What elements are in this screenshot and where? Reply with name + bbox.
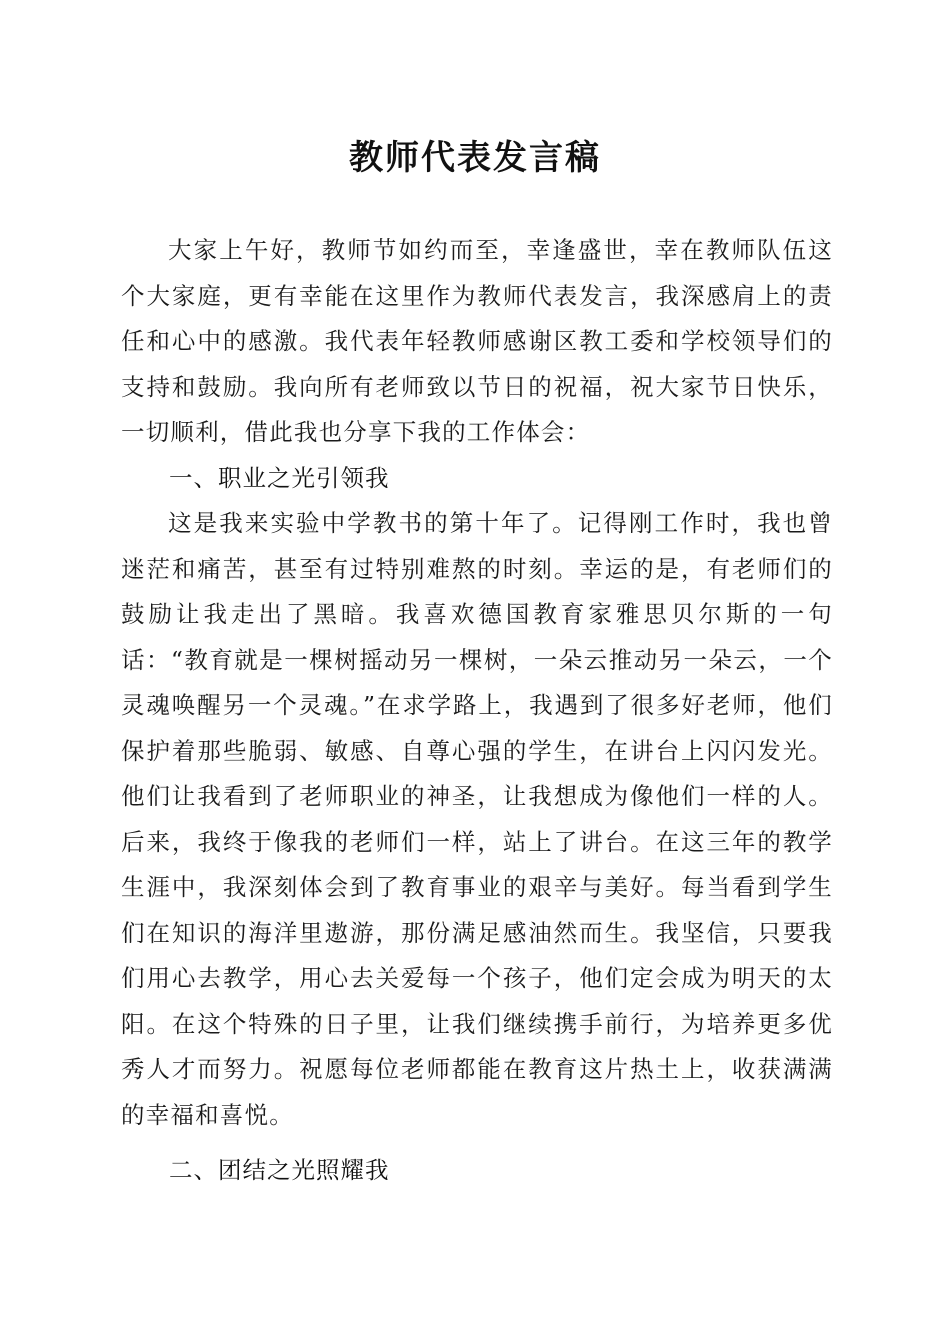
document-body: [121, 228, 833, 1194]
intro-paragraph: 大家上午好，教师节如约而至，幸逢盛世，幸在教师队伍这个大家庭，更有幸能在这里作为教师代表发言，我深感肩上的责任和心中的感激。我代表年轻教师感谢区教工委和学校领导们的支持和鼓励。我向所有老师致以节日的祝福，祝大家节日快乐，一切顺利，借此我也分享下我的工作体会：: [121, 236, 833, 446]
section-heading-2: 二、团结之光照耀我: [169, 1156, 390, 1184]
section-heading-1: 一、职业之光引领我: [169, 463, 390, 492]
section-1-paragraph: 这是我来实验中学教书的第十年了。记得刚工作时，我也曾迷茫和痛苦，甚至有过特别难熬的时刻。幸运的是，有老师们的鼓励让我走出了黑暗。我喜欢德国教育家雅思贝尔斯的一句话：“教育就是一棵树摇动另一棵树，一朵云推动另一朵云，一个灵魂唤醒另一个灵魂。”在求学路上，我遇到了很多好老师，他们保护着那些脆弱、敏感、自尊心强的学生，在讲台上闪闪发光。他们让我看到了老师职业的神圣，让我想成为像他们一样的人。后来，我终于像我的老师们一样，站上了讲台。在这三年的教学生涯中，我深刻体会到了教育事业的艰辛与美好。每当看到学生们在知识的海洋里遨游，那份满足感油然而生。我坚信，只要我们用心去教学，用心去关爱每一个孩子，他们定会成为明天的太阳。在这个特殊的日子里，让我们继续携手前行，为培养更多优秀人才而努力。祝愿每位老师都能在教育这片热土上，收获满满的幸福和喜悦。: [121, 509, 833, 1129]
document-title: 教师代表发言稿: [349, 138, 601, 178]
